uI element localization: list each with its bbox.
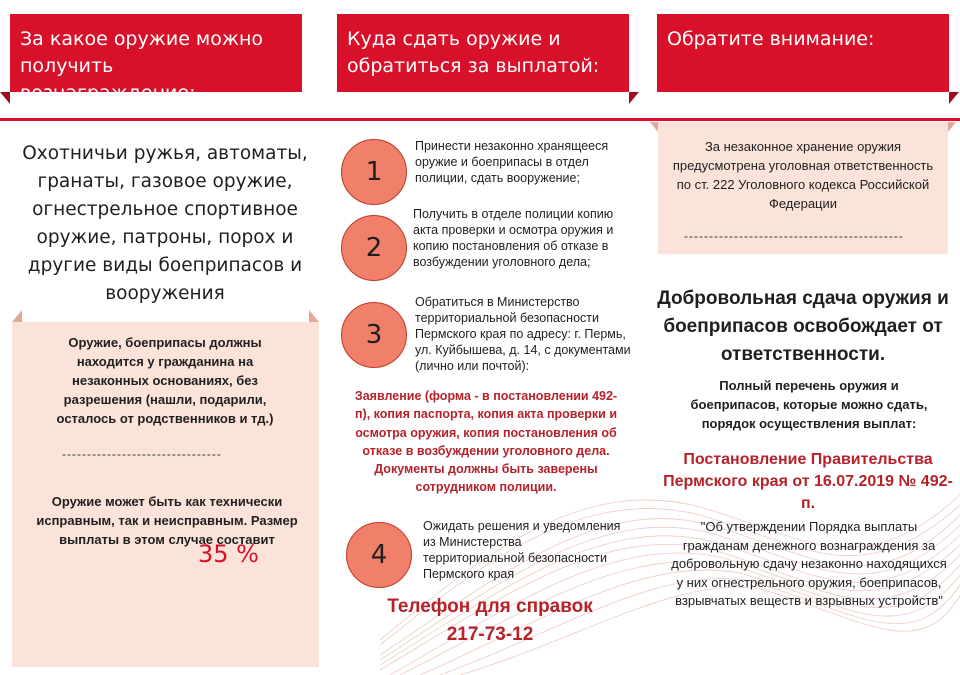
step-2-number: 2 (365, 233, 383, 263)
panel-fold-notch (309, 310, 319, 322)
panel-fold-notch (650, 122, 658, 132)
government-decree: Постановление Правительства Пермского края от 16.07.2019 № 492-п. (663, 451, 953, 512)
decree-title: "Об утверждении Порядка выплаты гражданам денежного вознаграждения за добровольную сдачу незаконно находящихся у них огнестрельного оружия, боеприпасов, взрывчатых веществ и взрывных устройств" (671, 519, 947, 608)
col3-dashes: -------------------------------------------- (684, 229, 904, 243)
full-list-note: Полный перечень оружия и боеприпасов, которые можно сдать, порядок осуществления выплат: (690, 378, 928, 431)
phone-label: Телефон для справок (387, 596, 593, 617)
header-divider (0, 118, 960, 121)
step-circle-2 (341, 215, 407, 281)
panel-fold-notch (12, 310, 22, 322)
voluntary-surrender-headline: Добровольная сдача оружия и боеприпасов освобождает от ответственности. (657, 288, 949, 365)
col1-header-text: За какое оружие можно получить вознаграждение: (20, 28, 264, 104)
step-1-number: 1 (365, 157, 383, 187)
required-documents-note: Заявление (форма - в постановлении 492-п), копия паспорта, копия акта проверки и осмотра оружия, копия постановления об отказе в возбуждении уголовного дела. Документы должны быть заверены сотрудником полиции. (354, 389, 618, 495)
step-3-text: Обратиться в Министерство территориальной безопасности Пермского края по адресу: г. Пермь, ул. Куйбышева, д. 14, с документами (лично или почтой): (415, 295, 631, 373)
header-fold (629, 92, 639, 104)
payout-percent: 35 % (198, 540, 259, 568)
weapon-types-text: Охотничьи ружья, автоматы, гранаты, газовое оружие, огнестрельное спортивное оружие, патроны, порох и другие виды боеприпасов и вооружения (22, 143, 308, 304)
col2-header-text: Куда сдать оружие и обратиться за выплатой: (347, 28, 600, 77)
step-4-number: 4 (370, 540, 388, 570)
phone-number[interactable]: 217-73-12 (446, 624, 534, 645)
step-circle-3 (341, 302, 407, 368)
condition-note: Оружие может быть как технически исправным, так и неисправным. Размер выплаты в этом случае составит (36, 494, 298, 547)
header-fold (949, 92, 959, 104)
step-3-number: 3 (365, 320, 383, 350)
col3-header-text: Обратите внимание: (667, 28, 875, 50)
criminal-liability-note: За незаконное хранение оружия предусмотрена уголовная ответственность по ст. 222 Уголовного кодекса Российской Федерации (672, 139, 934, 211)
step-circle-4 (346, 522, 412, 588)
step-2-text: Получить в отделе полиции копию акта проверки и осмотра оружия и копию постановления об отказе в возбуждении уголовного дела; (413, 207, 614, 269)
col1-header (10, 14, 302, 104)
step-1-text: Принести незаконно хранящееся оружие и боеприпасы в отдел полиции, сдать вооружение; (415, 139, 609, 185)
col3-header (657, 14, 949, 92)
header-fold (0, 92, 10, 104)
illegal-basis-note: Оружие, боеприпасы должны находится у гражданина на незаконных основаниях, без разрешения (нашли, подарили, осталось от родственников и тд.) (56, 335, 274, 426)
step-circle-1 (341, 139, 407, 205)
col2-header (337, 14, 629, 92)
col1-dashes: -------------------------------- (62, 447, 222, 461)
step-4-text: Ожидать решения и уведомления из Министерства территориальной безопасности Пермского края (423, 519, 621, 581)
panel-fold-notch (948, 122, 956, 132)
